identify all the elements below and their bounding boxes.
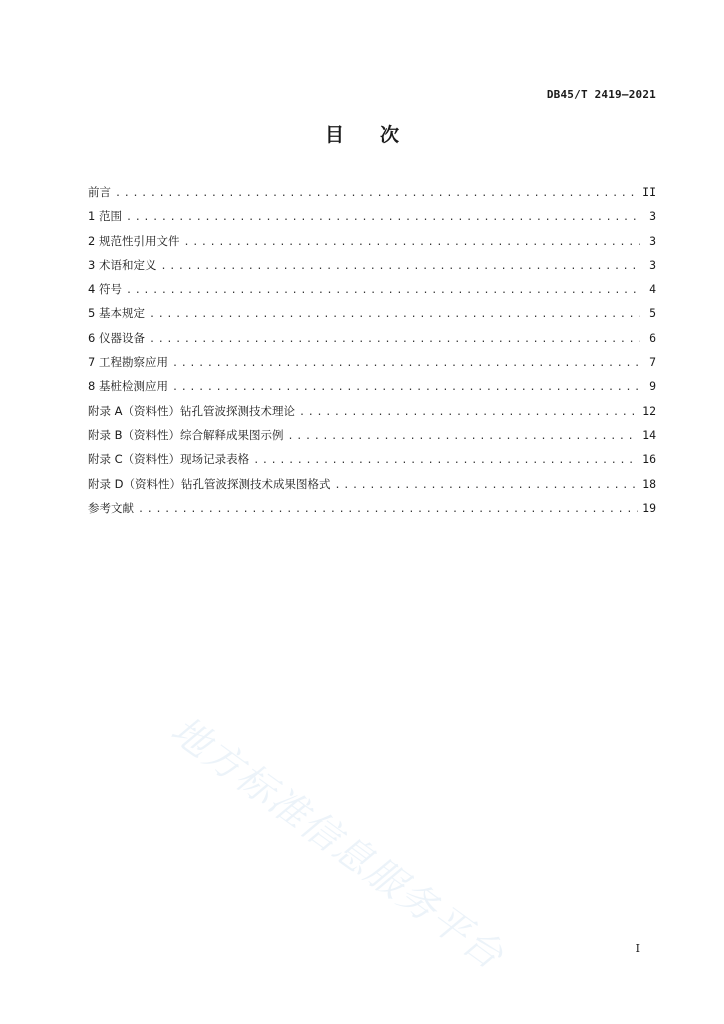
toc-entry-instruments[interactable]: [88, 330, 656, 354]
toc-entry-terms-definitions[interactable]: [88, 257, 656, 281]
toc-leader-dots: [126, 285, 640, 296]
document-code: DB45/T 2419—2021: [546, 88, 656, 101]
toc-entry-page: 3: [649, 257, 656, 272]
toc-leader-dots: [172, 358, 640, 369]
toc-entry-page: II: [642, 185, 656, 199]
toc-entry-page: 12: [642, 403, 656, 418]
toc-entry-scope[interactable]: [88, 208, 656, 232]
toc-entry-page: 5: [649, 306, 656, 321]
toc-entry-label: 6 仪器设备: [88, 330, 145, 345]
toc-entry-label: 2 规范性引用文件: [88, 233, 180, 248]
toc-entry-appendix-c[interactable]: [88, 451, 656, 475]
toc-leader-dots: [299, 407, 638, 418]
toc-list: [88, 184, 656, 524]
toc-entry-label: 5 基本规定: [88, 306, 145, 321]
toc-leader-dots: [126, 212, 640, 223]
toc-title: 目次: [324, 124, 435, 146]
toc-entry-appendix-d[interactable]: [88, 476, 656, 500]
toc-entry-page: 19: [642, 500, 656, 515]
toc-entry-pile-testing[interactable]: [88, 378, 656, 402]
toc-entry-symbols[interactable]: [88, 281, 656, 305]
toc-entry-page: 6: [649, 330, 656, 345]
toc-entry-page: 7: [649, 355, 656, 370]
toc-entry-page: 4: [649, 282, 656, 297]
toc-entry-engineering-survey[interactable]: [88, 354, 656, 378]
toc-leader-dots: [138, 504, 638, 515]
toc-entry-normative-references[interactable]: [88, 233, 656, 257]
toc-entry-label: 8 基桩检测应用: [88, 379, 168, 394]
toc-entry-label: 7 工程勘察应用: [88, 355, 168, 370]
toc-leader-dots: [172, 382, 640, 393]
toc-leader-dots: [160, 261, 640, 272]
toc-entry-label: 附录 D（资料性）钻孔管波探测技术成果图格式: [88, 476, 331, 491]
toc-entry-label: 附录 C（资料性）现场记录表格: [88, 452, 250, 467]
toc-entry-label: 1 范围: [88, 209, 122, 224]
toc-entry-label: 前言: [88, 185, 111, 199]
toc-entry-page: 16: [642, 452, 656, 467]
page-number: I: [635, 942, 640, 955]
toc-entry-page: 14: [642, 427, 656, 442]
toc-entry-page: 18: [642, 476, 656, 491]
toc-entry-label: 附录 B（资料性）综合解释成果图示例: [88, 427, 284, 442]
toc-leader-dots: [253, 455, 638, 466]
toc-entry-appendix-a[interactable]: [88, 403, 656, 427]
toc-entry-appendix-b[interactable]: [88, 427, 656, 451]
toc-entry-page: 3: [649, 209, 656, 224]
toc-leader-dots: [115, 188, 638, 199]
toc-entry-label: 3 术语和定义: [88, 257, 157, 272]
toc-entry-basic-provisions[interactable]: [88, 305, 656, 329]
toc-entry-foreword[interactable]: [88, 184, 656, 208]
toc-leader-dots: [183, 237, 640, 248]
toc-entry-page: 3: [649, 233, 656, 248]
toc-leader-dots: [335, 480, 639, 491]
toc-entry-label: 附录 A（资料性）钻孔管波探测技术理论: [88, 403, 296, 418]
toc-leader-dots: [149, 334, 640, 345]
toc-leader-dots: [288, 431, 639, 442]
toc-entry-label: 参考文献: [88, 500, 134, 515]
toc-entry-page: 9: [649, 379, 656, 394]
toc-entry-label: 4 符号: [88, 282, 122, 297]
watermark: 地方标准信息服务平台: [163, 707, 513, 979]
toc-entry-bibliography[interactable]: [88, 500, 656, 524]
toc-leader-dots: [149, 309, 640, 320]
